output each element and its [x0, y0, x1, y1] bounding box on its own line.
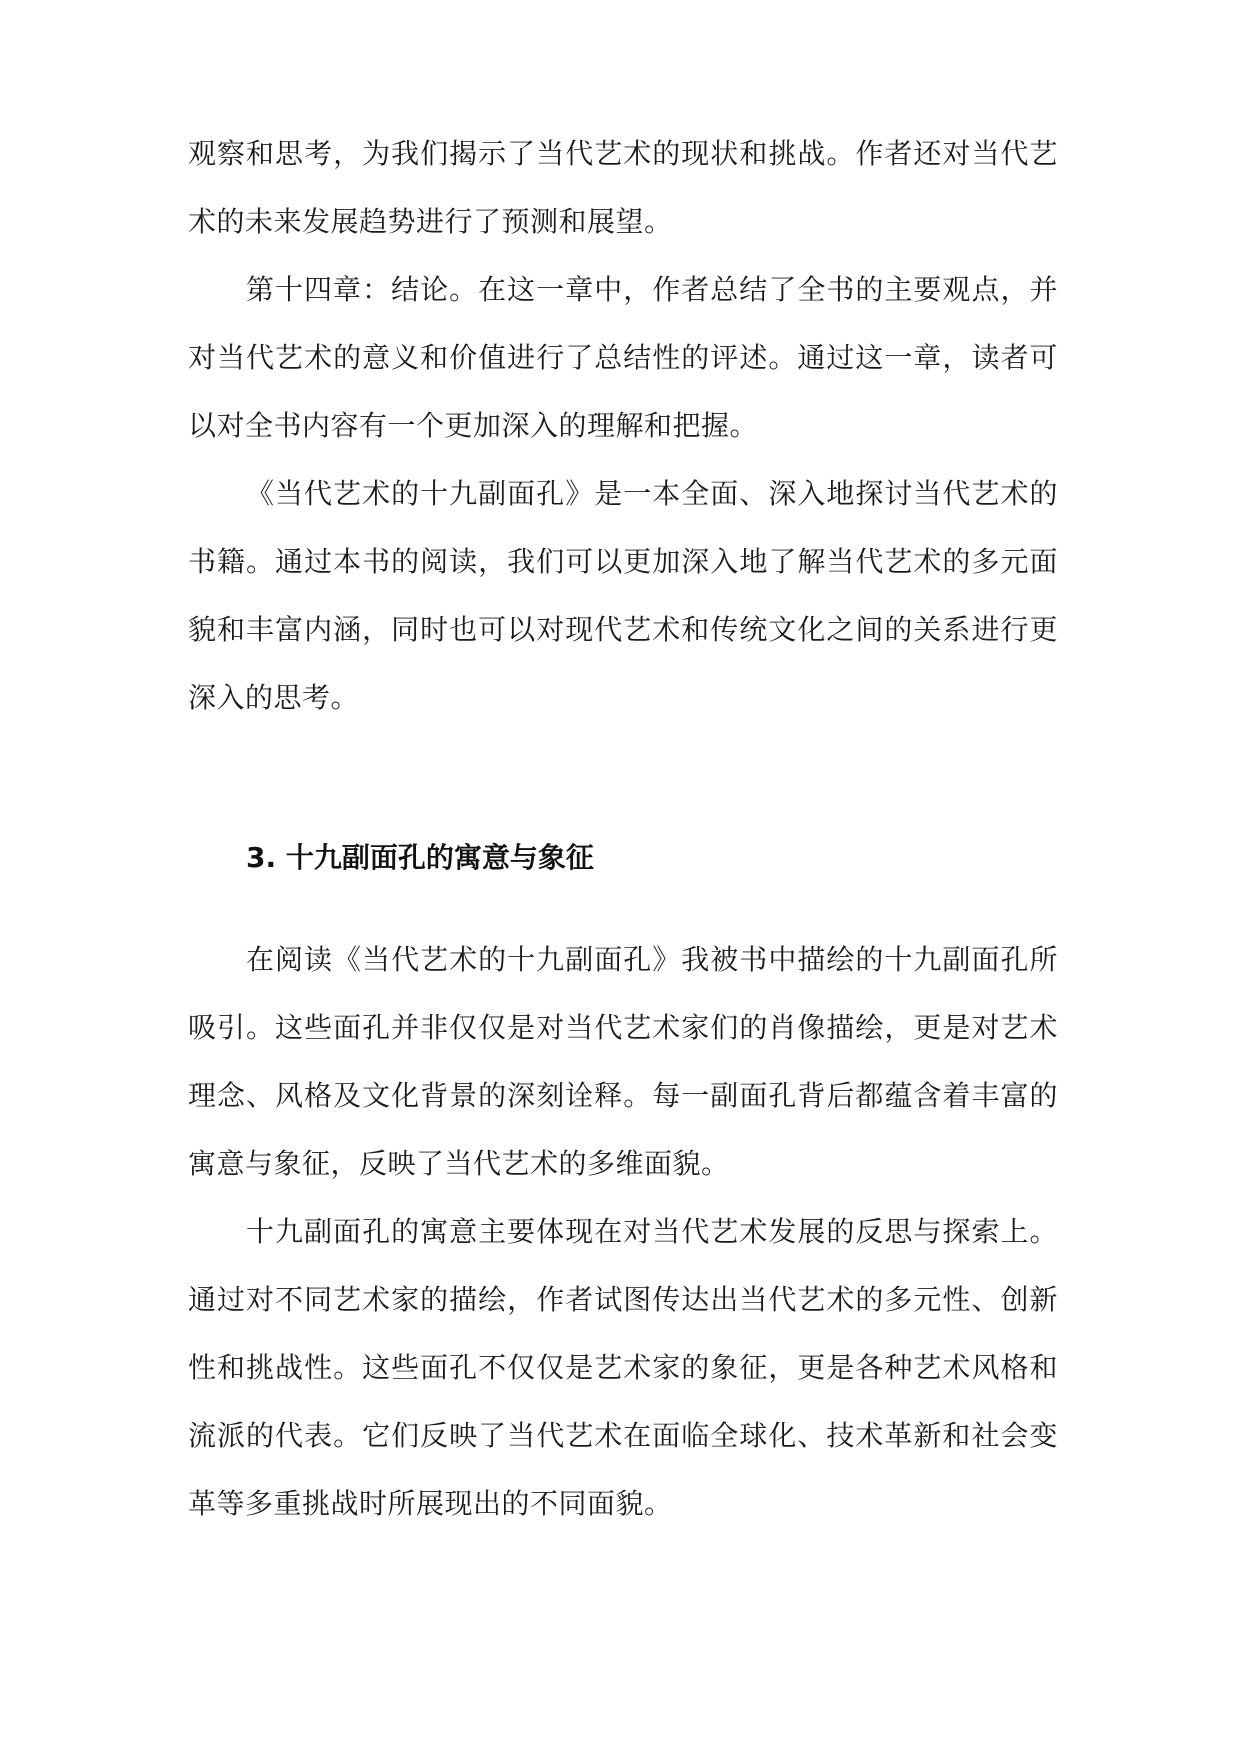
paragraph-4: 在阅读《当代艺术的十九副面孔》我被书中描绘的十九副面孔所吸引。这些面孔并非仅仅是对当代艺术家们的肖像描绘，更是对艺术理念、风格及文化背景的深刻诠释。每一副面孔背后都蕴含着丰富的寓意与象征，反映了当代艺术的多维面貌。 — [188, 943, 1058, 1180]
paragraph-3: 《当代艺术的十九副面孔》是一本全面、深入地探讨当代艺术的书籍。通过本书的阅读，我们可以更加深入地了解当代艺术的多元面貌和丰富内涵，同时也可以对现代艺术和传统文化之间的关系进行更深入的思考。 — [188, 477, 1058, 714]
section-heading: 3. 十九副面孔的寓意与象征 — [246, 841, 594, 874]
paragraph-1: 观察和思考，为我们揭示了当代艺术的现状和挑战。作者还对当代艺术的未来发展趋势进行了预测和展望。 — [188, 137, 1058, 238]
bottom-text-block — [188, 926, 1058, 1538]
top-text-block — [188, 120, 1058, 732]
paragraph-5: 十九副面孔的寓意主要体现在对当代艺术发展的反思与探索上。通过对不同艺术家的描绘，作者试图传达出当代艺术的多元性、创新性和挑战性。这些面孔不仅仅是艺术家的象征，更是各种艺术风格和流派的代表。它们反映了当代艺术在面临全球化、技术革新和社会变革等多重挑战时所展现出的不同面貌。 — [188, 1215, 1058, 1520]
paragraph-2: 第十四章：结论。在这一章中，作者总结了全书的主要观点，并对当代艺术的意义和价值进行了总结性的评述。通过这一章，读者可以对全书内容有一个更加深入的理解和把握。 — [188, 273, 1058, 442]
